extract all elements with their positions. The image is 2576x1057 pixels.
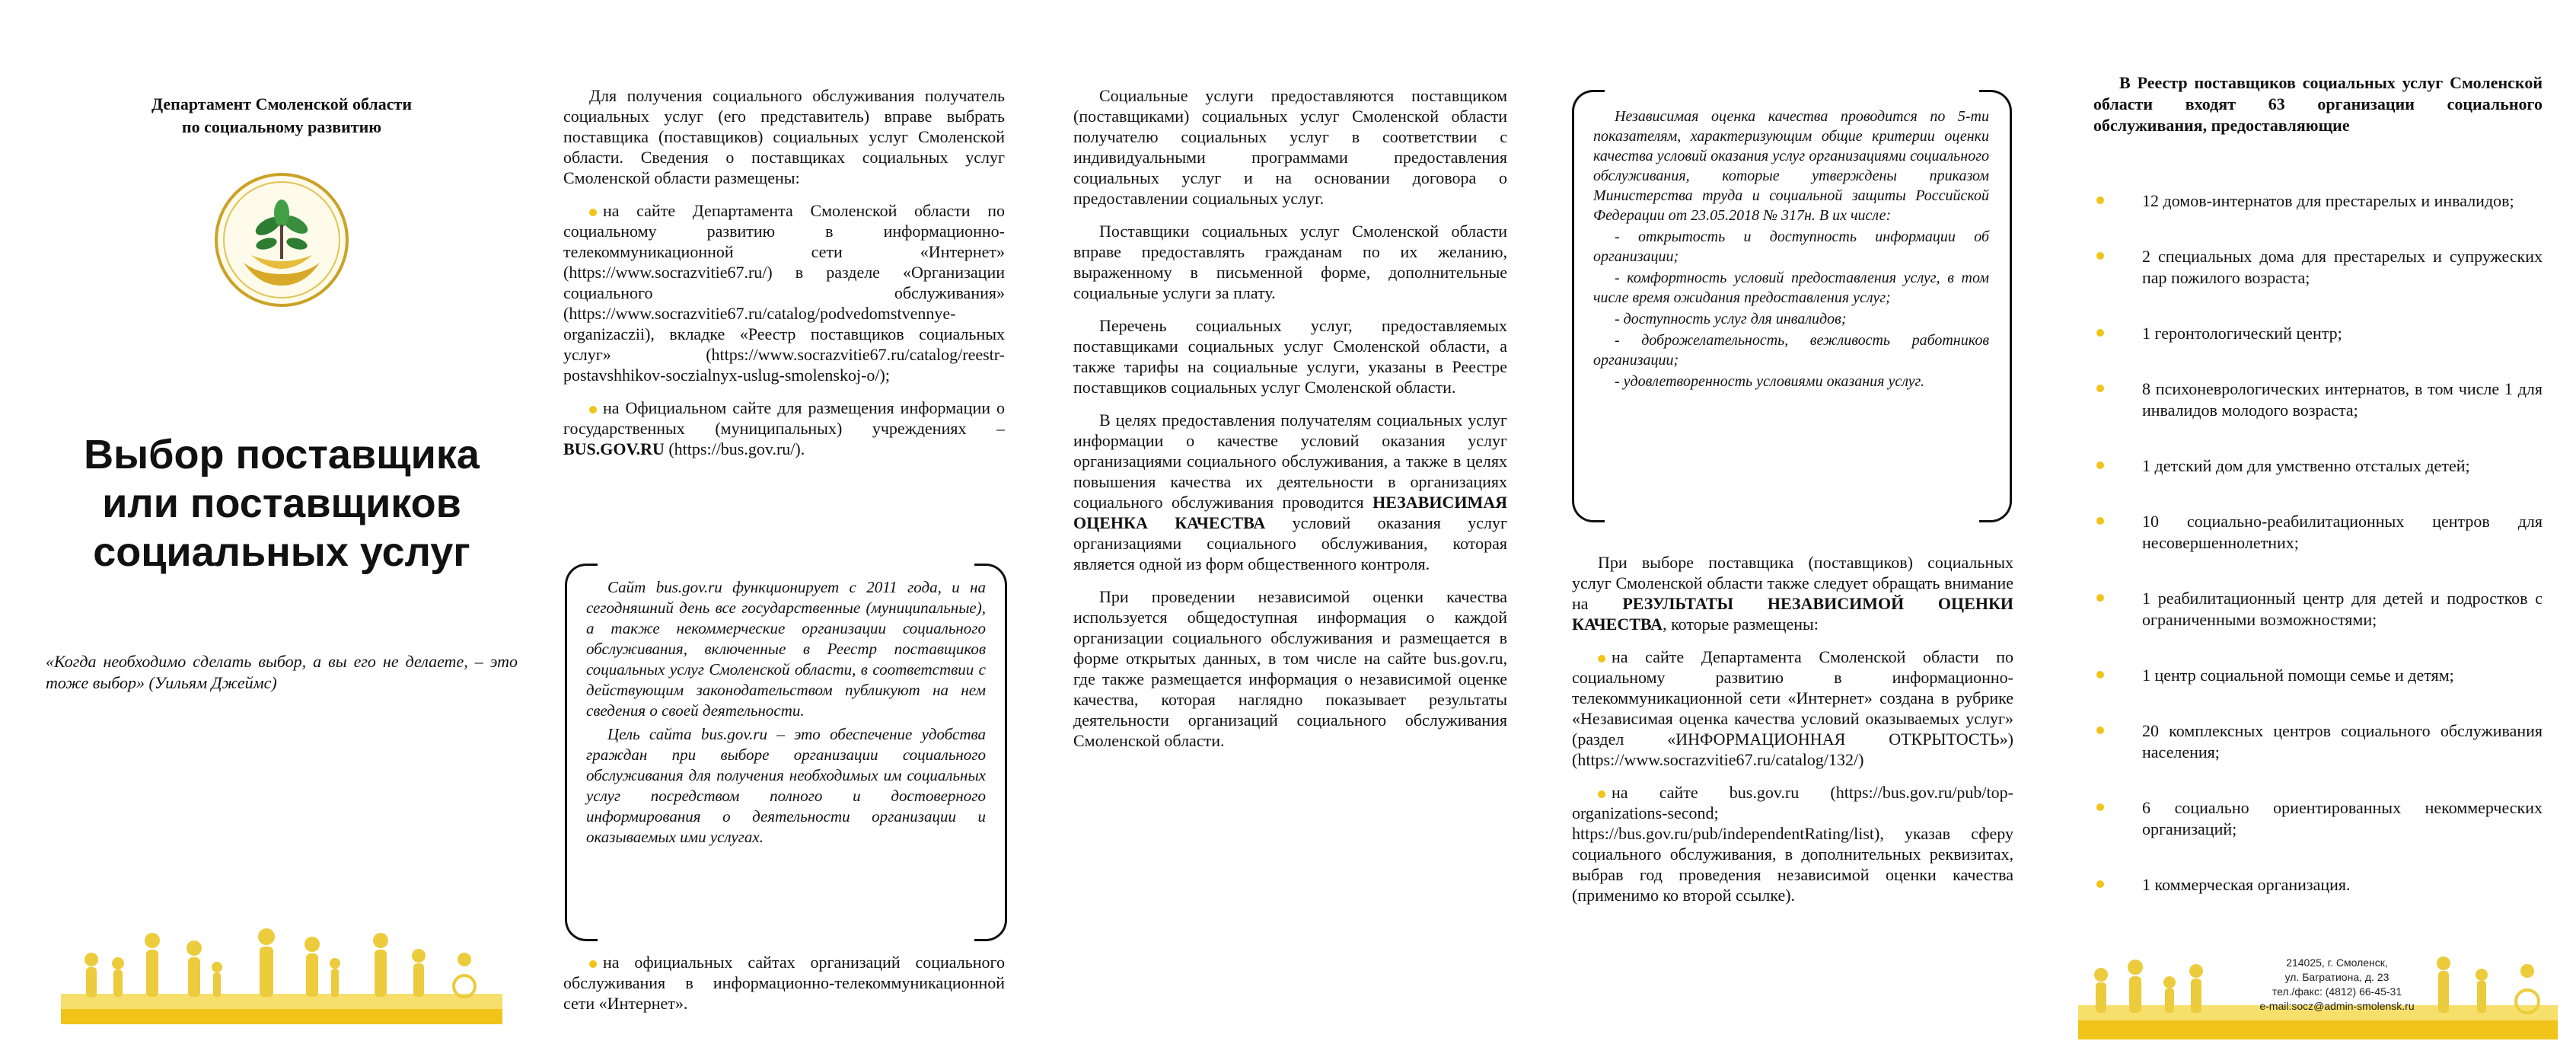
bullet-text: на Официальном сайте для размещения информации о государственных (муниципальных) учреждениях – — [563, 398, 1005, 438]
criteria-item: - удовлетворенность условиями оказания услуг. — [1615, 373, 1925, 390]
people-silhouettes-icon — [61, 887, 502, 1024]
bullet-dot-icon — [2096, 726, 2104, 734]
registry-list — [2093, 190, 2543, 896]
paragraph-text: При выборе поставщика (поставщиков) социальных услуг Смоленской области также следует обращать внимание на — [1572, 553, 2013, 613]
list-item-text: 8 психоневрологических интернатов, в том числе 1 для инвалидов молодого возраста; — [2142, 379, 2543, 420]
list-item — [2093, 665, 2543, 686]
services-paragraph-4 — [1073, 410, 1507, 574]
bullet-dot-icon — [2096, 880, 2104, 888]
bullet-text: на сайте Департамента Смоленской области по социальному развитию в информационно-телекоммуникационной сети «Интернет» создана в рубрике «Независимая оценка качества условий оказываемых услуг» (раздел «ИНФОРМАЦИОННАЯ ОТКРЫТОСТЬ») (https://www.socrazvitie67.ru/catalog/132/) — [1572, 647, 2013, 769]
services-paragraph-3: Перечень социальных услуг, предоставляемых поставщиками социальных услуг Смоленской области, а также тарифы на социальные услуги, указаны в Реестре поставщиков социальных услуг Смоленской области. — [1073, 316, 1507, 397]
bus-gov-label: BUS.GOV.RU — [563, 439, 665, 458]
list-item — [2093, 455, 2543, 477]
criteria-item: - комфортность условий предоставления услуг, в том числе время ожидания предоставления услуг; — [1593, 270, 1989, 306]
list-item — [2093, 511, 2543, 554]
list-item — [2093, 720, 2543, 763]
list-item-text: 12 домов-интернатов для престарелых и инвалидов; — [2142, 191, 2514, 210]
list-item — [1572, 782, 2013, 905]
criteria-item: - доброжелательность, вежливость работников организации; — [1593, 332, 1989, 369]
list-item-text: 1 детский дом для умственно отсталых детей; — [2142, 456, 2470, 475]
list-item-text: 20 комплексных центров социального обслуживания населения; — [2142, 721, 2543, 762]
bullet-dot-icon — [2096, 385, 2104, 392]
registry-heading: В Реестр поставщиков социальных услуг Смоленской области входят 63 организации социального обслуживания, предоставляющие — [2093, 73, 2543, 135]
list-item — [2093, 378, 2543, 421]
bullet-dot-icon — [2096, 803, 2104, 811]
contact-line: тел./факс: (4812) 66-45-31 — [2272, 985, 2402, 998]
box-paragraph-1: Сайт bus.gov.ru функционирует с 2011 года, и на сегодняшний день все государственные (муниципальные), а также некоммерческие организации социального обслуживания, включенные в Реестр поставщиков социальных услуг Смоленской области, в соответствии с действующим законодательством публикуют на нем сведения о своей деятельности. — [586, 578, 986, 720]
bullet-dot-icon — [2096, 329, 2104, 337]
emblem-icon — [213, 171, 350, 308]
intro-paragraph: Для получения социального обслуживания получатель социальных услуг (его представитель) вправе выбрать поставщика (поставщиков) социальных услуг Смоленской области. Сведения о поставщиках социальных услуг Смоленской области размещены: — [563, 86, 1005, 187]
bullet-text: на сайте Департамента Смоленской области по социальному развитию в информационно-телекоммуникационной сети «Интернет» (https://www.socrazvitie67.ru/) в разделе «Организации социального обслуживания» (https://www.socrazvitie67.ru/catalog/podvedomstvennye-organizaczii), вкладке «Реестр поставщиков социальных услуг» (https://www.socrazvitie67.ru/catalog/reestr-postavshhikov-soczialnyx-uslug-smolenskoj-o/); — [563, 201, 1005, 385]
panel-assessment — [1572, 0, 2013, 1057]
brochure-title: Выбор поставщика или поставщиков социальных услуг — [84, 432, 480, 575]
list-item — [563, 952, 1005, 1014]
services-paragraph-1: Социальные услуги предоставляются поставщиком (поставщиками) социальных услуг Смоленской области получателю социальных услуг в соответствии с индивидуальными программами предоставления социальных услуг и на основании договора о предоставлении социальных услуг. — [1073, 86, 1507, 208]
contact-line: ул. Багратиона, д. 23 — [2284, 971, 2389, 983]
list-item — [1572, 647, 2013, 770]
independent-assessment-label: НЕЗАВИСИМАЯ ОЦЕНКА КАЧЕСТВА — [1073, 493, 1507, 532]
bullet-dot-icon — [1598, 790, 1605, 798]
list-item — [2093, 797, 2543, 840]
list-item-text: 1 коммерческая организация. — [2142, 875, 2351, 894]
bus-gov-info-box — [586, 577, 986, 848]
panel-registry — [2078, 0, 2558, 1057]
list-item-text: 10 социально-реабилитационных центров для несовершеннолетних; — [2142, 512, 2543, 552]
results-label: РЕЗУЛЬТАТЫ НЕЗАВИСИМОЙ ОЦЕНКИ КАЧЕСТВА — [1572, 594, 2014, 634]
list-item-text: 6 социально ориентированных некоммерческих организаций; — [2142, 798, 2543, 838]
bullet-text: на официальных сайтах организаций социального обслуживания в информационно-телекоммуникационной сети «Интернет». — [563, 953, 1005, 1013]
bullet-dot-icon — [2096, 594, 2104, 602]
list-item — [2093, 190, 2543, 212]
department-line-2: по социальному развитию — [181, 117, 382, 136]
list-item-text: 2 специальных дома для престарелых и супружеских пар пожилого возраста; — [2142, 247, 2543, 287]
list-item — [563, 398, 1005, 459]
panel-services — [1073, 0, 1507, 1057]
criteria-intro: Независимая оценка качества проводится по 5-ти показателям, характеризующим общие критерии оценки качества условий оказания услуг организациями социального обслуживания, которые утверждены приказом Министерства труда и социальной защиты Российской Федерации от 23.05.2018 № 317н. В их числе: — [1593, 108, 1989, 224]
bullet-dot-icon — [2096, 196, 2104, 204]
bullet-dot-icon — [2096, 517, 2104, 525]
department-line-1: Департамент Смоленской области — [151, 94, 413, 113]
list-item — [2093, 246, 2543, 289]
results-paragraph — [1572, 552, 2013, 634]
bullet-dot-icon — [589, 960, 597, 968]
list-item — [2093, 874, 2543, 896]
list-item — [2093, 323, 2543, 344]
assessment-criteria-box — [1593, 107, 1989, 391]
list-item — [2093, 588, 2543, 631]
contact-email: e-mail:socz@admin-smolensk.ru — [2259, 1000, 2415, 1012]
bullet-dot-icon — [2096, 671, 2104, 679]
services-paragraph-2: Поставщики социальных услуг Смоленской области вправе предоставлять гражданам по их желанию, выраженному в письменной форме, дополнительные социальные услуги за плату. — [1073, 222, 1507, 302]
quote: «Когда необходимо сделать выбор, а вы его не делаете, – это тоже выбор» (Уильям Джеймс) — [46, 652, 518, 692]
bus-gov-url: (https://bus.gov.ru/). — [668, 439, 805, 458]
paragraph-text: условий оказания услуг организациями социального обслуживания, которая является одной из форм общественного контроля. — [1073, 513, 1508, 573]
bullet-dot-icon — [589, 209, 597, 216]
panel-cover — [46, 0, 518, 1057]
list-item-text: 1 реабилитационный центр для детей и подростков с ограниченными возможностями; — [2142, 589, 2543, 629]
list-item-text: 1 центр социальной помощи семье и детям; — [2142, 666, 2454, 685]
bullet-dot-icon — [1598, 655, 1605, 663]
contact-line: 214025, г. Смоленск, — [2286, 956, 2388, 969]
department-name — [46, 93, 518, 139]
bullet-dot-icon — [2096, 252, 2104, 260]
bullet-dot-icon — [2096, 461, 2104, 469]
criteria-item: - доступность услуг для инвалидов; — [1615, 311, 1847, 327]
contact-info — [2246, 956, 2428, 1014]
criteria-item: - открытость и доступность информации об организации; — [1593, 228, 1989, 265]
box-paragraph-2: Цель сайта bus.gov.ru – это обеспечение удобства граждан при выборе организации социального обслуживания для получения необходимых им социальных услуг посредством полного и достоверного информирования о деятельности организации и оказываемых ими услугах. — [586, 725, 986, 846]
panel-suppliers-info — [563, 0, 1005, 1057]
bullet-dot-icon — [589, 406, 597, 414]
list-item-text: 1 геронтологический центр; — [2142, 324, 2342, 343]
services-paragraph-5: При проведении независимой оценки качества используется общедоступная информация о каждой организации социального обслуживания и размещается в форме открытых данных, в том числе на сайте bus.gov.ru, где также размещается информация о независимой оценке качества, которая наглядно показывает результаты деятельности организаций социального обслуживания Смоленской области. — [1073, 587, 1507, 750]
paragraph-text: В целях предоставления получателям социальных услуг информации о качестве условий оказания услуг организациями социального обслуживания, а также в целях повышения качества их деятельности в организациях социального обслуживания проводится — [1073, 410, 1507, 512]
bullet-text: на сайте bus.gov.ru (https://bus.gov.ru/pub/top-organizations-second; https://bus.gov.ru/pub/independentRating/list), указав сферу социального обслуживания, в дополнительных реквизитах, выбрав год проведения независимой оценки качества (применимо ко второй ссылке). — [1572, 783, 2013, 905]
paragraph-text: , которые размещены: — [1663, 615, 1819, 634]
list-item — [563, 200, 1005, 385]
